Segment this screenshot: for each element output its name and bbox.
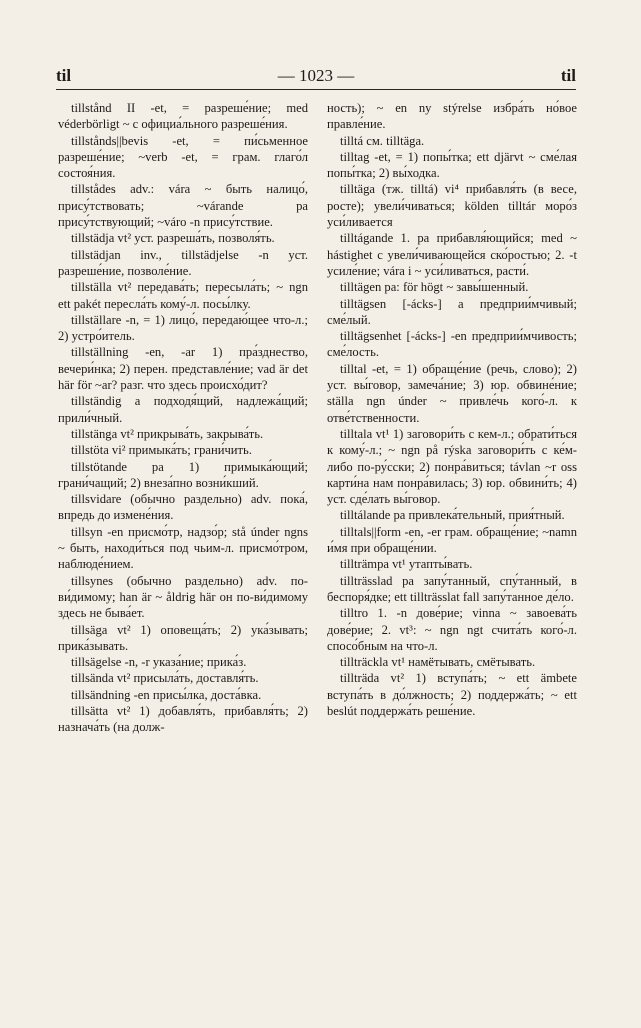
page-header <box>56 66 576 88</box>
dictionary-entry: tilltägsenhet [-ácks-] -en предприи́мчивость; сме́лость. <box>327 329 577 360</box>
dictionary-entry: tillstöta vi² примыка́ть; грани́чить. <box>71 443 252 458</box>
dictionary-entry: tilltálande pa привлека́тельный, прия́тный. <box>340 508 565 523</box>
dictionary-entry: tilltágande 1. pa прибавля́ющийся; med ~ hástighet с увели́чивающейся ско́ростью; 2. -t усиле́ние; vára i ~ уси́ливаться, расти́. <box>327 231 577 278</box>
header-guide-word-left: til <box>56 66 72 85</box>
dictionary-entry: tillställning -en, -ar 1) пра́зднество, вечери́нка; 2) перен. представле́ние; vad är det här för ~ar? разг. что здесь происхо́дит? <box>58 345 308 393</box>
dictionary-entry: tillstånds||bevis -et, = пи́сьменное разреше́ние; ~verb -et, = грам. глаго́л состоя́ния. <box>58 133 308 181</box>
dictionary-entry: tilltägsen [-ácks-] a предприи́мчивый; сме́лый. <box>327 296 577 327</box>
dictionary-entry: tillsätta vt² 1) добавля́ть, прибавля́ть; 2) назнача́ть (на долж- <box>58 703 308 735</box>
dictionary-entry: tillstådes adv.: vára ~ быть налицо́, прису́тствовать; ~várande pa прису́тствующий; ~váro -n прису́тствие. <box>58 182 308 230</box>
dictionary-entry: tilltals||form -en, -er грам. обраще́ние; ~namn и́мя при обраще́нии. <box>327 524 577 556</box>
header-rule <box>56 89 576 90</box>
dictionary-entry: tillsäga vt² 1) оповеща́ть; 2) ука́зывать; прика́зывать. <box>58 622 308 653</box>
dictionary-entry-continuation: ность); ~ en ny stýrelse избра́ть но́вое правле́ние. <box>327 101 577 132</box>
dictionary-entry: tillstädja vt² уст. разреша́ть, позволя́ть. <box>71 231 275 246</box>
dictionary-entry: tillställa vt² передава́ть; пересыла́ть; ~ ngn ett pakét пересла́ть кому́-л. посы́лку. <box>58 280 308 311</box>
dictionary-entry: tillträda vt² 1) вступа́ть; ~ ett ämbete вступа́ть в до́лжность; 2) поддержа́ть; ~ ett beslút поддержа́ть реше́ние. <box>327 671 577 718</box>
dictionary-entry: tilltäga (тж. tilltá) vi⁴ прибавля́ть (в весе, росте); увели́чиваться; kölden tilltár моро́з уси́ливается <box>327 182 577 230</box>
dictionary-entry: tillsägelse -n, -r указа́ние; прика́з. <box>71 655 247 670</box>
dictionary-entry: tillsvidare (обычно раздельно) adv. пока́, впредь до измене́ния. <box>58 492 308 523</box>
dictionary-entry: tillstänga vt² прикрыва́ть, закрыва́ть. <box>71 426 264 441</box>
dictionary-entry: tillsyn -en присмо́тр, надзо́р; stå únder ngns ~ быть, находи́ться под чьим-л. присмо́тром, наблюде́нием. <box>58 524 308 572</box>
dictionary-entry: tilltag -et, = 1) попы́тка; ett djärvt ~ сме́лая попы́тка; 2) вы́ходка. <box>327 149 577 181</box>
dictionary-entry: tilltá см. tilltäga. <box>340 133 425 148</box>
dictionary-entry: tillträmpa vt¹ утапты́вать. <box>340 557 473 572</box>
header-guide-word-right: til <box>560 66 576 85</box>
dictionary-entry: tillträckla vt¹ намётывать, смётывать. <box>340 655 536 670</box>
dictionary-entry: tilltägen pa: för högt ~ завы́шенный. <box>340 280 529 295</box>
dictionary-entry: tillsända vt² присыла́ть, доставля́ть. <box>71 671 259 686</box>
dictionary-entry: tilltal -et, = 1) обраще́ние (речь, слово); 2) уст. вы́говор, замеча́ние; 3) юр. обвине́ние; ställa ngn únder ~ привле́чь кого́-л. к отве́тственности. <box>327 361 577 425</box>
dictionary-entry: tillträsslad pa запу́танный, спу́танный, в беспоря́дке; ett tillträsslat fall запу́танное де́ло. <box>327 573 577 604</box>
page-number: — 1023 — <box>277 66 355 85</box>
dictionary-entry: tillsändning -en присы́лка, доста́вка. <box>71 687 262 702</box>
dictionary-entry: tillsynes (обычно раздельно) adv. по-ви́димому; han är ~ åldrig här он по-ви́димому здесь не быва́ет. <box>58 573 308 621</box>
right-column <box>327 100 577 719</box>
left-column <box>58 100 308 736</box>
dictionary-entry: tillstötande pa 1) примыка́ющий; грани́чащий; 2) внеза́пно возни́кший. <box>58 459 308 490</box>
dictionary-entry: tillstånd II -et, = разреше́ние; med véderbörligt ~ с официа́льного разреше́ния. <box>58 101 308 132</box>
dictionary-entry: tilltro 1. -n дове́рие; vinna ~ завоева́ть дове́рие; 2. vt³: ~ ngn ngt счита́ть кого́-л. спосо́бным на что-л. <box>327 606 577 653</box>
dictionary-entry: tilltala vt¹ 1) заговори́ть с кем-л.; обрати́ться к кому́-л.; ~ ngn på rýska заговори́ть с ке́м-либо по-ру́сски; 2) понра́виться; távlan ~r oss карти́на нам понра́вилась; 3) юр. обвини́ть; 4) уст. сде́лать вы́говор. <box>327 426 577 507</box>
dictionary-entry: tillständig a подходя́щий, надлежа́щий; прили́чный. <box>58 394 308 425</box>
dictionary-entry: tillstädjan inv., tillstädjelse -n уст. разреше́ние, позволе́ние. <box>58 247 308 278</box>
dictionary-entry: tillställare -n, = 1) лицо́, передаю́щее что-л.; 2) устро́итель. <box>58 312 308 344</box>
